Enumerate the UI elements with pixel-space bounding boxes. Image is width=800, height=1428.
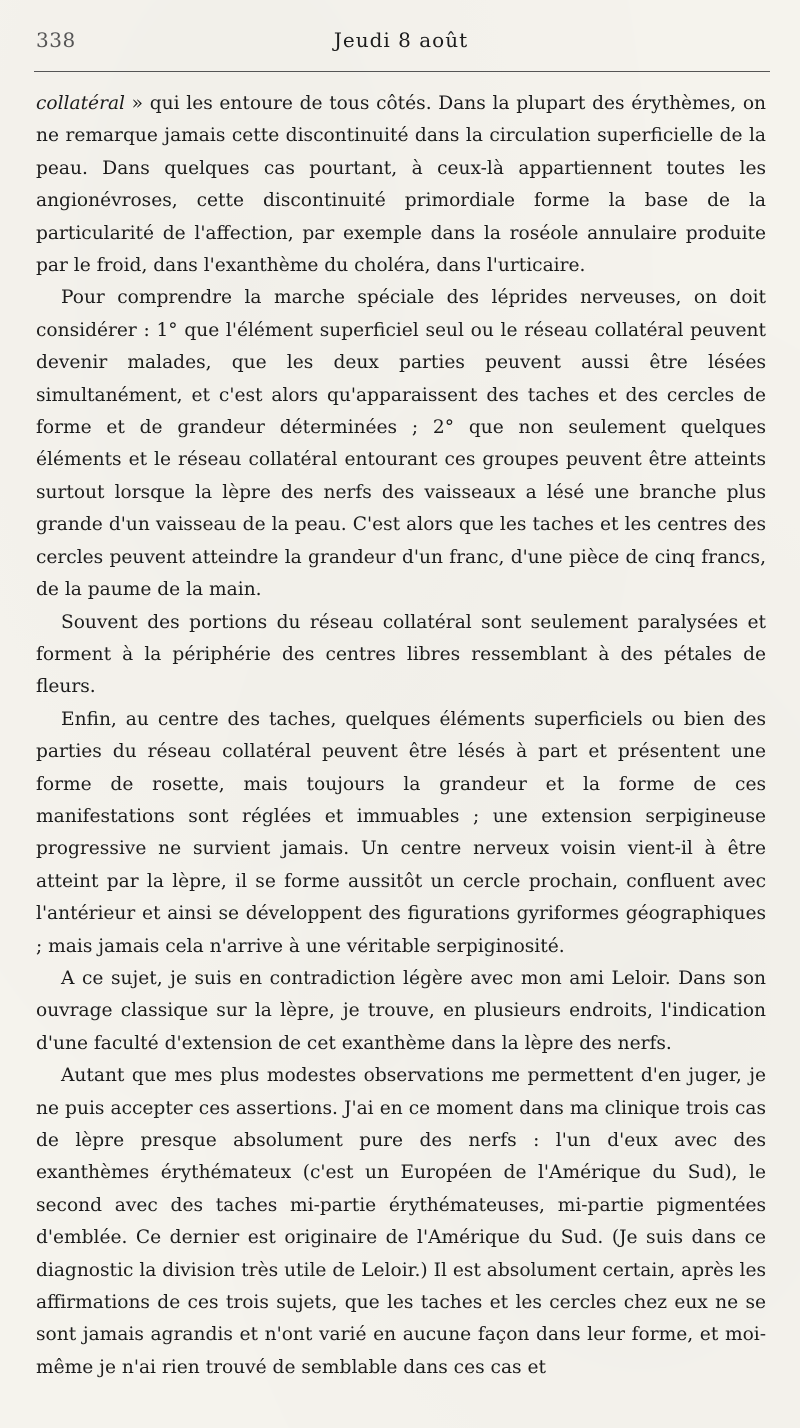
paragraph-1-text: » qui les entoure de tous côtés. Dans la plupart des érythèmes, on ne remarque jamais cette discontinuité dans la circulation superficielle de la peau. Dans quelques cas pourtant, à ceux-là appartiennent toutes les angionévroses, cette discontinuité primordiale forme la base de la particularité de l'affection, par exemple dans la roséole annulaire produite par le froid, dans l'exanthème du choléra, dans l'urticaire. <box>36 93 766 277</box>
body-text <box>36 88 766 1384</box>
paragraph-3: Souvent des portions du réseau collatéral sont seulement paralysées et forment à la périphérie des centres libres ressemblant à des pétales de fleurs. <box>36 611 766 698</box>
header-rule <box>34 71 770 72</box>
paragraph-6: Autant que mes plus modestes observations me permettent d'en juger, je ne puis accepter ces assertions. J'ai en ce moment dans ma clinique trois cas de lèpre presque absolument pure des nerfs : l'un d'eux avec des exanthèmes érythémateux (c'est un Européen de l'Amérique du Sud), le second avec des taches mi-partie érythémateuses, mi-partie pigmentées d'emblée. Ce dernier est originaire de l'Amérique du Sud. (Je suis dans ce diagnostic la division très utile de Leloir.) Il est absolument certain, après les affirmations de ces trois sujets, que les taches et les cercles chez eux ne se sont jamais agrandis et n'ont varié en aucune façon dans leur forme, et moi-même je n'ai rien trouvé de semblable dans ces cas et <box>36 1065 766 1378</box>
paragraph-5: A ce sujet, je suis en contradiction légère avec mon ami Leloir. Dans son ouvrage classique sur la lèpre, je trouve, en plusieurs endroits, l'indication d'une faculté d'extension de cet exanthème dans la lèpre des nerfs. <box>36 967 766 1054</box>
paragraph-1 <box>36 88 766 282</box>
page-header <box>36 28 766 64</box>
page-number: 338 <box>36 28 76 52</box>
paragraph-2: Pour comprendre la marche spéciale des léprides nerveuses, on doit considérer : 1° que l'élément superficiel seul ou le réseau collatéral peuvent devenir malades, que les deux parties peuvent aussi être lésées simultanément, et c'est alors qu'apparaissent des taches et des cercles de forme et de grandeur déterminées ; 2° que non seulement quelques éléments et le réseau collatéral entourant ces groupes peuvent être atteints surtout lorsque la lèpre des nerfs des vaisseaux a lésé une branche plus grande d'un vaisseau de la peau. C'est alors que les taches et les centres des cercles peuvent atteindre la grandeur d'un franc, d'une pièce de cinq francs, de la paume de la main. <box>36 287 766 601</box>
paragraph-1-lead-italic: collatéral <box>36 93 125 114</box>
running-title: Jeudi 8 août <box>333 28 469 52</box>
paragraph-4: Enfin, au centre des taches, quelques éléments superficiels ou bien des parties du réseau collatéral peuvent être lésés à part et présentent une forme de rosette, mais toujours la grandeur et la forme de ces manifestations sont réglées et immuables ; une extension serpigineuse progressive ne survient jamais. Un centre nerveux voisin vient-il à être atteint par la lèpre, il se forme aussitôt un cercle prochain, confluent avec l'antérieur et ainsi se développent des figurations gyriformes géographiques ; mais jamais cela n'arrive à une véritable serpiginosité. <box>36 708 766 957</box>
